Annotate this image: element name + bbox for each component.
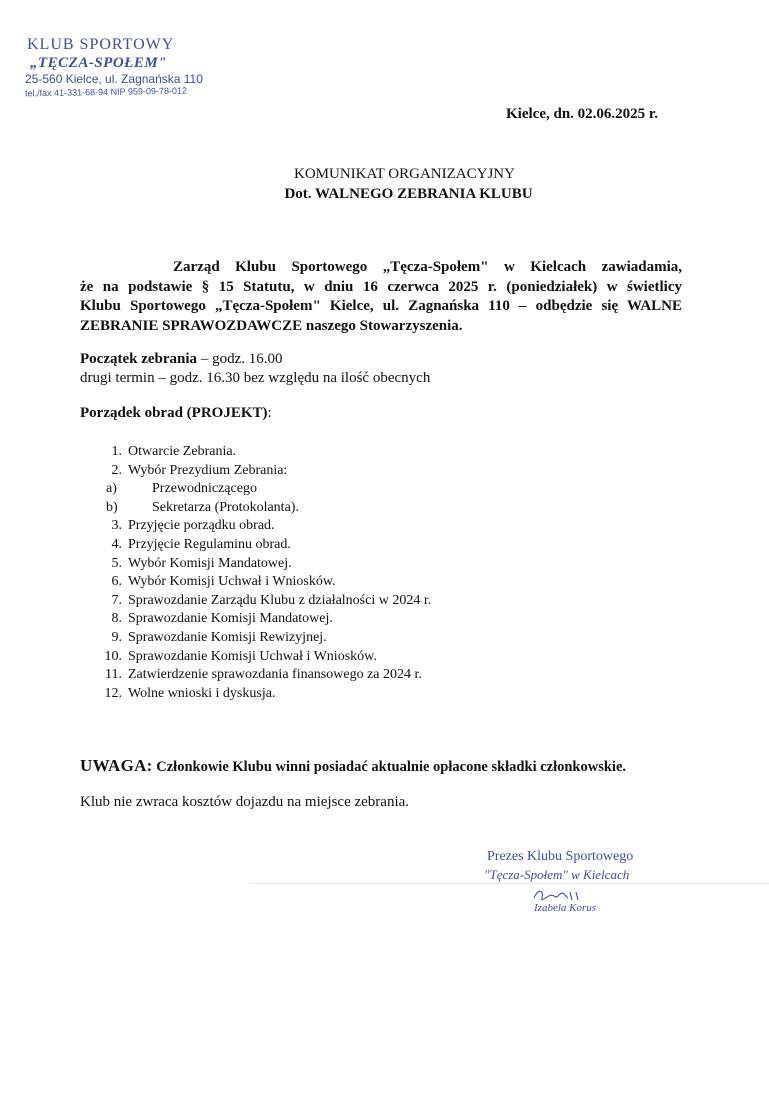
- agenda-item-text: Otwarcie Zebrania.: [128, 444, 237, 459]
- stamp-contact: tel./fax 41-331-68-94 NIP 959-09-78-012: [24, 85, 188, 99]
- meeting-start-first: [80, 350, 430, 369]
- agenda-item-number: 11.: [105, 667, 122, 683]
- agenda-item: [100, 592, 431, 611]
- warning-text: Członkowie Klubu winni posiadać aktualnie opłacone składki członkowskie.: [152, 759, 627, 775]
- agenda-item: [100, 666, 431, 685]
- agenda-subitem-letter: a): [106, 481, 117, 497]
- agenda-item-text: Wybór Komisji Mandatowej.: [128, 555, 292, 571]
- document-title: KOMUNIKAT ORGANIZACYJNY: [294, 166, 515, 182]
- document-subtitle: Dot. WALNEGO ZEBRANIA KLUBU: [284, 186, 533, 202]
- agenda-item: [100, 462, 431, 481]
- agenda-item-text: Sprawozdanie Komisji Mandatowej.: [128, 611, 333, 627]
- agenda-subitem: [100, 480, 431, 499]
- agenda-heading-label: Porządek obrad (PROJEKT): [80, 405, 268, 421]
- agenda-item: [100, 555, 431, 574]
- travel-cost-note: Klub nie zwraca kosztów dojazdu na miejsce zebrania.: [80, 794, 410, 810]
- agenda-item-text: Wybór Prezydium Zebrania:: [128, 462, 288, 478]
- agenda-item: [100, 517, 431, 536]
- agenda-list: [100, 443, 431, 703]
- agenda-subitem-text: Przewodniczącego: [152, 481, 257, 497]
- agenda-item: [100, 443, 431, 462]
- meeting-start-time: – godz. 16.00: [197, 351, 283, 367]
- intro-line-4: ZEBRANIE SPRAWOZDAWCZE naszego Stowarzyszenia.: [80, 317, 463, 334]
- warning-label: UWAGA:: [80, 756, 153, 775]
- agenda-item-text: Przyjęcie Regulaminu obrad.: [128, 536, 291, 552]
- agenda-item-number: 7.: [111, 592, 122, 608]
- signature-club: "Tęcza-Społem" w Kielcach: [484, 867, 630, 882]
- agenda-item-text: Sprawozdanie Zarządu Klubu z działalności w 2024 r.: [128, 592, 432, 608]
- stamp-address: 25-560 Kielce, ul. Zagnańska 110: [25, 72, 203, 86]
- intro-line-2: że na podstawie § 15 Statutu, w dniu 16 czerwca 2025 r. (poniedziałek) w świetlicy: [80, 278, 682, 295]
- agenda-item-number: 6.: [111, 574, 122, 590]
- agenda-heading: [80, 405, 272, 422]
- stamp-club-subname: „TĘCZA-SPOŁEM": [30, 55, 168, 71]
- agenda-item-text: Zatwierdzenie sprawozdania finansowego za 2024 r.: [128, 667, 422, 683]
- signature-title: Prezes Klubu Sportowego: [487, 849, 634, 864]
- agenda-heading-colon: :: [267, 405, 272, 421]
- agenda-item: [100, 648, 431, 667]
- agenda-item: [100, 629, 431, 648]
- meeting-start-second-term: drugi termin – godz. 16.30 bez względu na ilość obecnych: [80, 370, 431, 386]
- agenda-subitem: [100, 499, 431, 518]
- stamp-club-name: KLUB SPORTOWY: [27, 36, 175, 53]
- agenda-item-number: 8.: [111, 611, 122, 627]
- document-date: Kielce, dn. 02.06.2025 r.: [506, 106, 658, 122]
- meeting-start-label: Początek zebrania: [80, 351, 198, 367]
- meeting-start: [80, 350, 430, 388]
- agenda-item-text: Wolne wnioski i dyskusja.: [128, 685, 276, 701]
- intro-paragraph: [80, 258, 682, 336]
- agenda-item: [100, 573, 431, 592]
- agenda-item-number: 5.: [111, 555, 122, 571]
- intro-line-3: Klubu Sportowego „Tęcza-Społem" Kielce, ul. Zagnańska 110 – odbędzie się WALNE: [80, 298, 682, 314]
- agenda-item: [100, 685, 431, 704]
- agenda-subitem-letter: b): [106, 499, 118, 515]
- agenda-item-text: Sprawozdanie Komisji Rewizyjnej.: [128, 629, 327, 645]
- agenda-item: [100, 536, 431, 555]
- agenda-item-number: 12.: [104, 685, 122, 701]
- agenda-item: [100, 610, 431, 629]
- signature-name: Izabela Korus: [534, 902, 597, 914]
- agenda-item-number: 2.: [111, 462, 122, 478]
- agenda-item-number: 3.: [111, 518, 122, 534]
- agenda-item-number: 4.: [111, 536, 122, 552]
- agenda-item-text: Przyjęcie porządku obrad.: [128, 518, 275, 534]
- agenda-item-text: Sprawozdanie Komisji Uchwał i Wniosków.: [128, 648, 377, 664]
- agenda-item-number: 9.: [111, 629, 122, 645]
- agenda-item-number: 1.: [111, 444, 122, 459]
- scan-artifact-line: [250, 883, 769, 884]
- agenda-item-text: Wybór Komisji Uchwał i Wniosków.: [128, 574, 336, 590]
- agenda-item-number: 10.: [104, 648, 122, 664]
- warning-notice: [80, 756, 626, 776]
- intro-line-1: Zarząd Klubu Sportowego „Tęcza-Społem" w Kielcach zawiadamia,: [173, 259, 682, 275]
- agenda-subitem-text: Sekretarza (Protokolanta).: [152, 499, 299, 515]
